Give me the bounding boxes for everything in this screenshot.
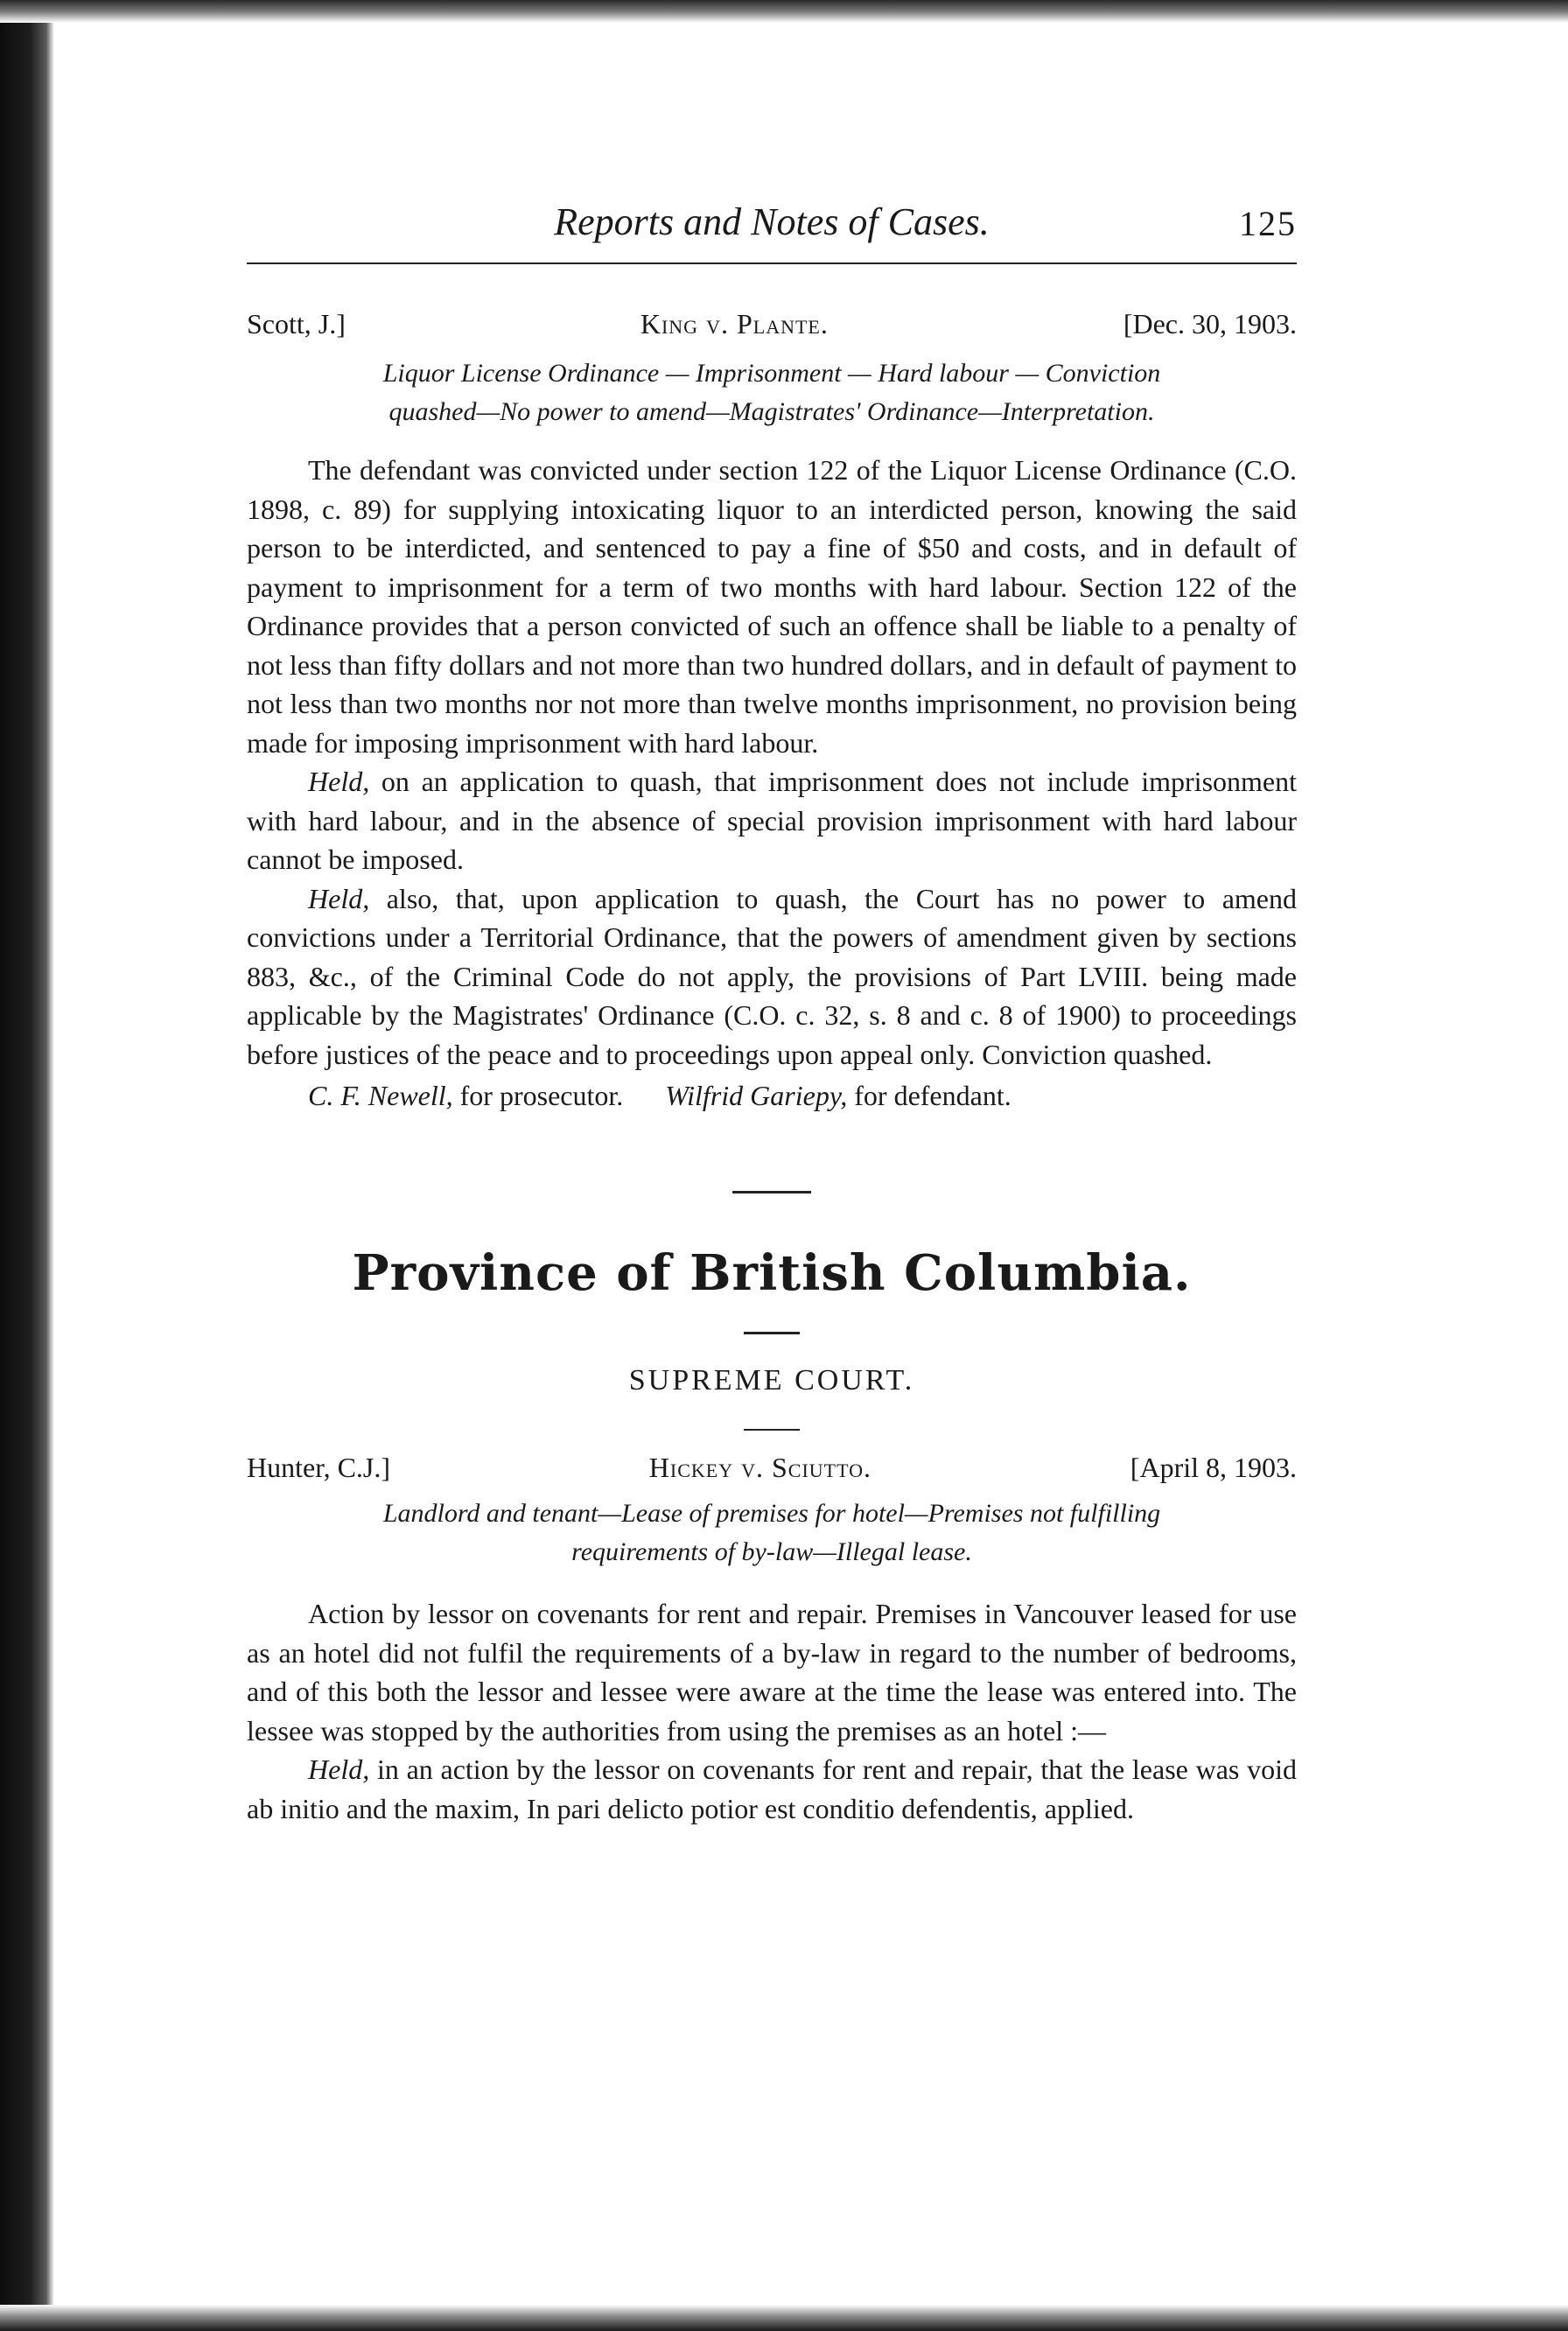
- case1-paragraph-1: The defendant was convicted under section 122 of the Liquor License Ordinance (C.O. 1898, c. 89) for supplying intoxicating liquor to an interdicted person, knowing the said person to be interdicted, and sentenced to pay a fine of $50 and costs, and in default of payment to imprisonment for a term of two months with hard labour. Section 122 of the Ordinance provides that a person convicted of such an offence shall be liable to a penalty of not less than fifty dollars and not more than two hundred dollars, and in default of payment to not less than two months nor not more than twelve months imprisonment, no provision being made for imposing imprisonment with hard labour.: [247, 454, 1297, 759]
- case2-headnote: [247, 1494, 1297, 1572]
- page: [247, 184, 1297, 1828]
- scan-edge-left: [0, 0, 54, 2331]
- scan-edge-top: [0, 0, 1568, 23]
- province-heading: Province of British Columbia.: [352, 1244, 1192, 1302]
- running-head: [247, 184, 1297, 264]
- case2-body: [247, 1594, 1297, 1828]
- page-number: 125: [1239, 204, 1297, 243]
- heading-divider: [744, 1332, 800, 1334]
- scan-edge-bottom: [0, 2305, 1568, 2331]
- case2-headnote-line1: Landlord and tenant—Lease of premises for hotel—Premises not fulfilling: [382, 1499, 1161, 1528]
- case1-headnote-line1: Liquor License Ordinance — Imprisonment — Hard labour — Conviction: [382, 359, 1161, 388]
- case1-paragraph-3-text: also, that, upon application to quash, the Court has no power to amend convictions under a Territorial Ordinance, that the powers of amendment given by sections 883, &c., of the Criminal Code do not apply, the provisions of Part LVIII. being made applicable by the Magistrates' Ordinance (C.O. c. 32, s. 8 and c. 8 of 1900) to proceedings before justices of the peace and to proceedings upon appeal only. Conviction quashed.: [247, 882, 1297, 1070]
- case2-caption: [247, 1452, 1297, 1484]
- defendant-counsel-role: for defendant.: [847, 1080, 1012, 1111]
- case2-paragraph-2: [247, 1750, 1297, 1828]
- held-label: Held,: [308, 882, 370, 914]
- prosecutor-counsel-name: C. F. Newell,: [308, 1080, 453, 1111]
- case1-headnote-line2: quashed—No power to amend—Magistrates' Ordinance—Interpretation.: [388, 397, 1155, 426]
- case1-paragraph-2-text: on an application to quash, that imprisonment does not include imprisonment with hard labour, and in the absence of special provision imprisonment with hard labour cannot be imposed.: [247, 766, 1297, 875]
- case1-paragraph-2: [247, 762, 1297, 879]
- held-label: Held,: [308, 766, 370, 797]
- running-title: Reports and Notes of Cases.: [554, 200, 990, 243]
- case2-date: [April 8, 1903.: [1130, 1452, 1297, 1483]
- case1-counsel: [308, 1075, 1297, 1116]
- held-label: Held,: [308, 1754, 370, 1785]
- case2-paragraph-2-text: in an action by the lessor on covenants for rent and repair, that the lease was void ab initio and the maxim, In pari delicto potior est conditio defendentis, applied.: [247, 1754, 1297, 1824]
- case1-judge: Scott, J.]: [247, 308, 346, 340]
- section-divider: [732, 1191, 811, 1194]
- case1-name: King v. Plante.: [640, 308, 829, 340]
- case2-name: Hickey v. Sciutto.: [648, 1452, 872, 1483]
- case2-paragraph-1: Action by lessor on covenants for rent and repair. Premises in Vancouver leased for use as an hotel did not fulfil the requirements of a by-law in regard to the number of bedrooms, and of this both the lessor and lessee were aware at the time the lease was entered into. The lessee was stopped by the authorities from using the premises as an hotel :—: [247, 1598, 1297, 1746]
- case1-headnote: [247, 354, 1297, 431]
- court-heading: SUPREME COURT.: [628, 1364, 915, 1396]
- case1-paragraph-3: [247, 879, 1297, 1074]
- case1-date: [Dec. 30, 1903.: [1123, 308, 1297, 340]
- case2-headnote-line2: requirements of by-law—Illegal lease.: [571, 1537, 972, 1566]
- court-divider: [744, 1429, 800, 1431]
- case1-caption: [247, 308, 1297, 340]
- defendant-counsel-name: Wilfrid Gariepy,: [665, 1080, 848, 1111]
- case1-body: [247, 451, 1297, 1074]
- prosecutor-counsel-role: for prosecutor.: [452, 1080, 624, 1111]
- case2-judge: Hunter, C.J.]: [247, 1452, 391, 1483]
